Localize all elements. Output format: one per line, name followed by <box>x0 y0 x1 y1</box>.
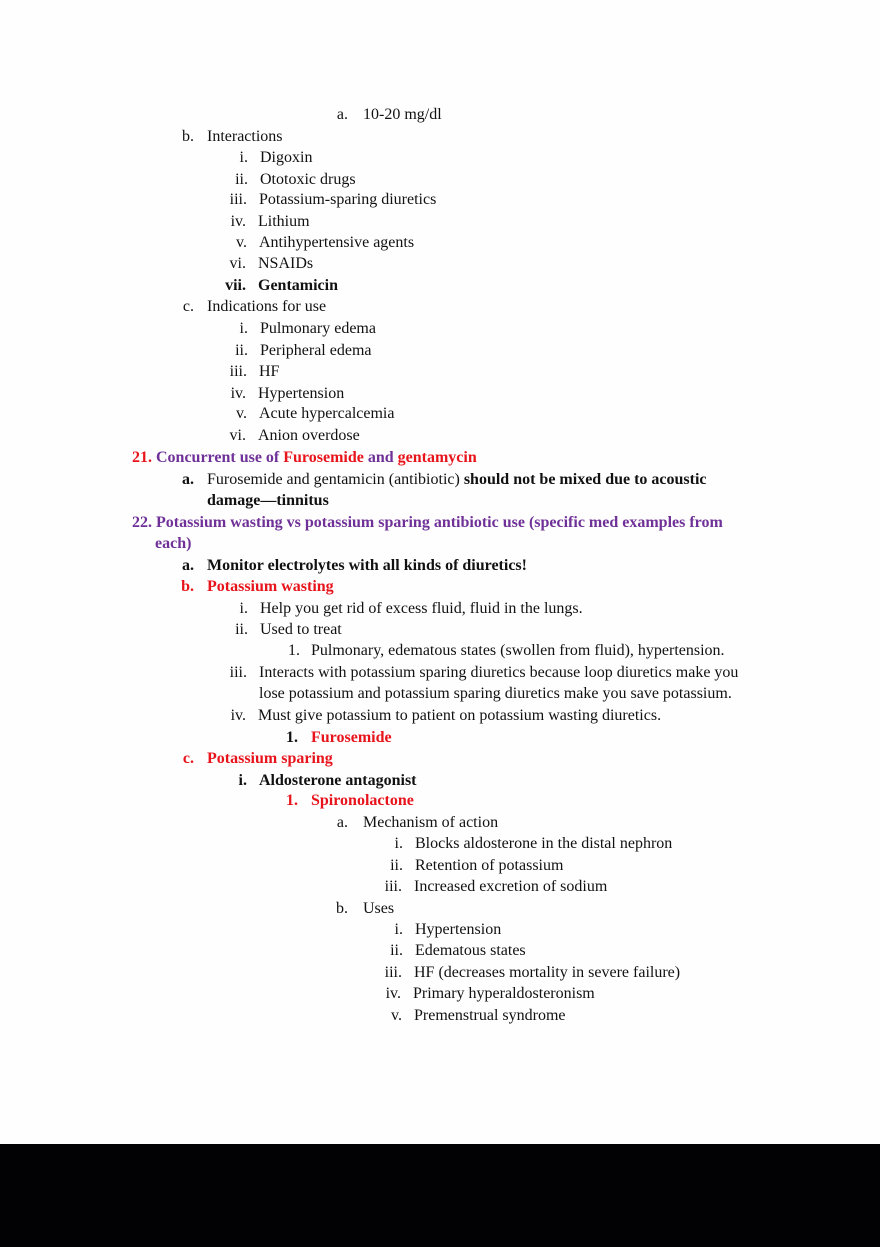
list-marker: a. <box>182 471 194 488</box>
list-text: Indications for use <box>207 298 327 315</box>
list-marker: ii. <box>235 621 248 638</box>
list-marker: i. <box>239 320 248 337</box>
list-marker: v. <box>236 234 247 251</box>
list-text: Potassium wasting <box>207 578 334 595</box>
list-text: Must give potassium to patient on potassium wasting diuretics. <box>258 707 662 724</box>
list-text: Hypertension <box>258 385 345 402</box>
list-marker: c. <box>182 750 194 767</box>
list-marker: iii. <box>384 964 402 981</box>
list-text: HF (decreases mortality in severe failure) <box>414 964 681 981</box>
list-text: Acute hypercalcemia <box>259 405 395 422</box>
list-marker: iii. <box>229 664 247 681</box>
list-text: Increased excretion of sodium <box>414 878 608 895</box>
list-marker: i. <box>394 921 403 938</box>
list-text: Antihypertensive agents <box>259 234 415 251</box>
section-title: Concurrent use of Furosemide and gentamycin <box>156 449 477 466</box>
list-marker: iv. <box>385 985 401 1002</box>
list-marker: b. <box>336 900 348 917</box>
list-marker: iii. <box>229 191 247 208</box>
list-marker: 1. <box>286 729 298 746</box>
list-marker: iii. <box>229 363 247 380</box>
list-text: Furosemide and gentamicin (antibiotic) should not be mixed due to acoustic <box>207 471 707 488</box>
list-marker: v. <box>236 405 247 422</box>
list-text: Peripheral edema <box>260 342 372 359</box>
list-text: Furosemide <box>311 729 392 746</box>
list-text: Uses <box>363 900 395 917</box>
list-marker: 1. <box>286 792 298 809</box>
list-marker: a. <box>336 106 348 123</box>
list-marker: i. <box>239 600 248 617</box>
list-text: Anion overdose <box>258 427 360 444</box>
list-text: Pulmonary, edematous states (swollen from fluid), hypertension. <box>311 642 725 659</box>
list-marker: vii. <box>225 277 246 294</box>
list-text: Potassium-sparing diuretics <box>259 191 437 208</box>
list-text: Spironolactone <box>311 792 414 809</box>
list-marker: b. <box>182 128 194 145</box>
list-marker: iii. <box>384 878 402 895</box>
list-marker: a. <box>336 814 348 831</box>
list-marker: i. <box>394 835 403 852</box>
list-marker: iv. <box>230 385 246 402</box>
list-text: 10-20 mg/dl <box>363 106 442 123</box>
list-text: Gentamicin <box>258 277 338 294</box>
list-marker: ii. <box>390 857 403 874</box>
list-marker: vi. <box>229 255 246 272</box>
list-text: HF <box>259 363 280 380</box>
list-text: Interacts with potassium sparing diuretics because loop diuretics make you <box>259 664 739 681</box>
section-number: 21. <box>132 449 152 466</box>
list-text: NSAIDs <box>258 255 314 272</box>
list-text: Potassium sparing <box>207 750 333 767</box>
section-title: Potassium wasting vs potassium sparing antibiotic use (specific med examples from <box>156 514 723 531</box>
list-text: Help you get rid of excess fluid, fluid in the lungs. <box>260 600 583 617</box>
list-text: Hypertension <box>415 921 502 938</box>
list-marker: iv. <box>230 707 246 724</box>
list-text: Used to treat <box>260 621 342 638</box>
list-text: Premenstrual syndrome <box>414 1007 566 1024</box>
list-marker: i. <box>238 772 247 789</box>
list-marker: v. <box>391 1007 402 1024</box>
list-text: Interactions <box>207 128 283 145</box>
list-marker: ii. <box>235 171 248 188</box>
bottom-black-bar <box>0 1144 880 1247</box>
section-number: 22. <box>132 514 152 531</box>
list-text: Ototoxic drugs <box>260 171 356 188</box>
list-text: Blocks aldosterone in the distal nephron <box>415 835 673 852</box>
list-marker: a. <box>182 557 194 574</box>
list-text: Mechanism of action <box>363 814 499 831</box>
list-text: Digoxin <box>260 149 313 166</box>
list-marker: 1. <box>288 642 300 659</box>
list-text: Edematous states <box>415 942 526 959</box>
list-text: Aldosterone antagonist <box>259 772 417 789</box>
list-marker: vi. <box>229 427 246 444</box>
list-text: Primary hyperaldosteronism <box>413 985 595 1002</box>
list-marker: ii. <box>390 942 403 959</box>
document-page: a. 10-20 mg/dl b. Interactions i. Digoxin ii. Ototoxic drugs iii. Potassium-sparing diuretics iv. Lithium v. Antihypertensive agents vi. NSAIDs vii. Gentamicin c. Indications for use i. Pulmonary edema ii. Peripheral edema iii. HF iv. Hypertension v. Acute hypercalcemia vi. Anion overdose 21. Concurrent use of Furosemide and gentamycin a. Furosemide and gentamicin (antibiotic) should not be mixed due to acoustic damage—tinnitus 22. Potassium wasting vs potassium sparing antibiotic use (specific med examples from each) a. Monitor electrolytes with all kinds of diuretics! b. Potassium wasting i. Help you get rid of excess fluid, fluid in the lungs. ii. Used to treat 1. Pulmonary, edematous states (swollen from fluid), hypertension. iii. Interacts with potassium sparing diuretics because loop diuretics make you lose potassium and potassium sparing diuretics make you save potassium. iv. Must give potassium to patient on potassium wasting diuretics. 1. Furosemide c. Potassium sparing i. Aldosterone antagonist 1. Spironolactone a. Mechanism of action i. Blocks aldosterone in the distal nephron ii. Retention of potassium iii. Increased excretion of sodium b. Uses i. Hypertension ii. Edematous states iii. HF (decreases mortality in severe failure) iv. Primary hyperaldosteronism v. Premenstrual syndrome <box>0 0 880 1144</box>
list-marker: i. <box>239 149 248 166</box>
list-marker: b. <box>181 578 194 595</box>
list-marker: iv. <box>230 213 246 230</box>
list-text: Retention of potassium <box>415 857 564 874</box>
list-text: Lithium <box>258 213 310 230</box>
list-text: Pulmonary edema <box>260 320 376 337</box>
list-marker: c. <box>182 298 194 315</box>
list-text: Monitor electrolytes with all kinds of diuretics! <box>207 557 527 574</box>
list-marker: ii. <box>235 342 248 359</box>
